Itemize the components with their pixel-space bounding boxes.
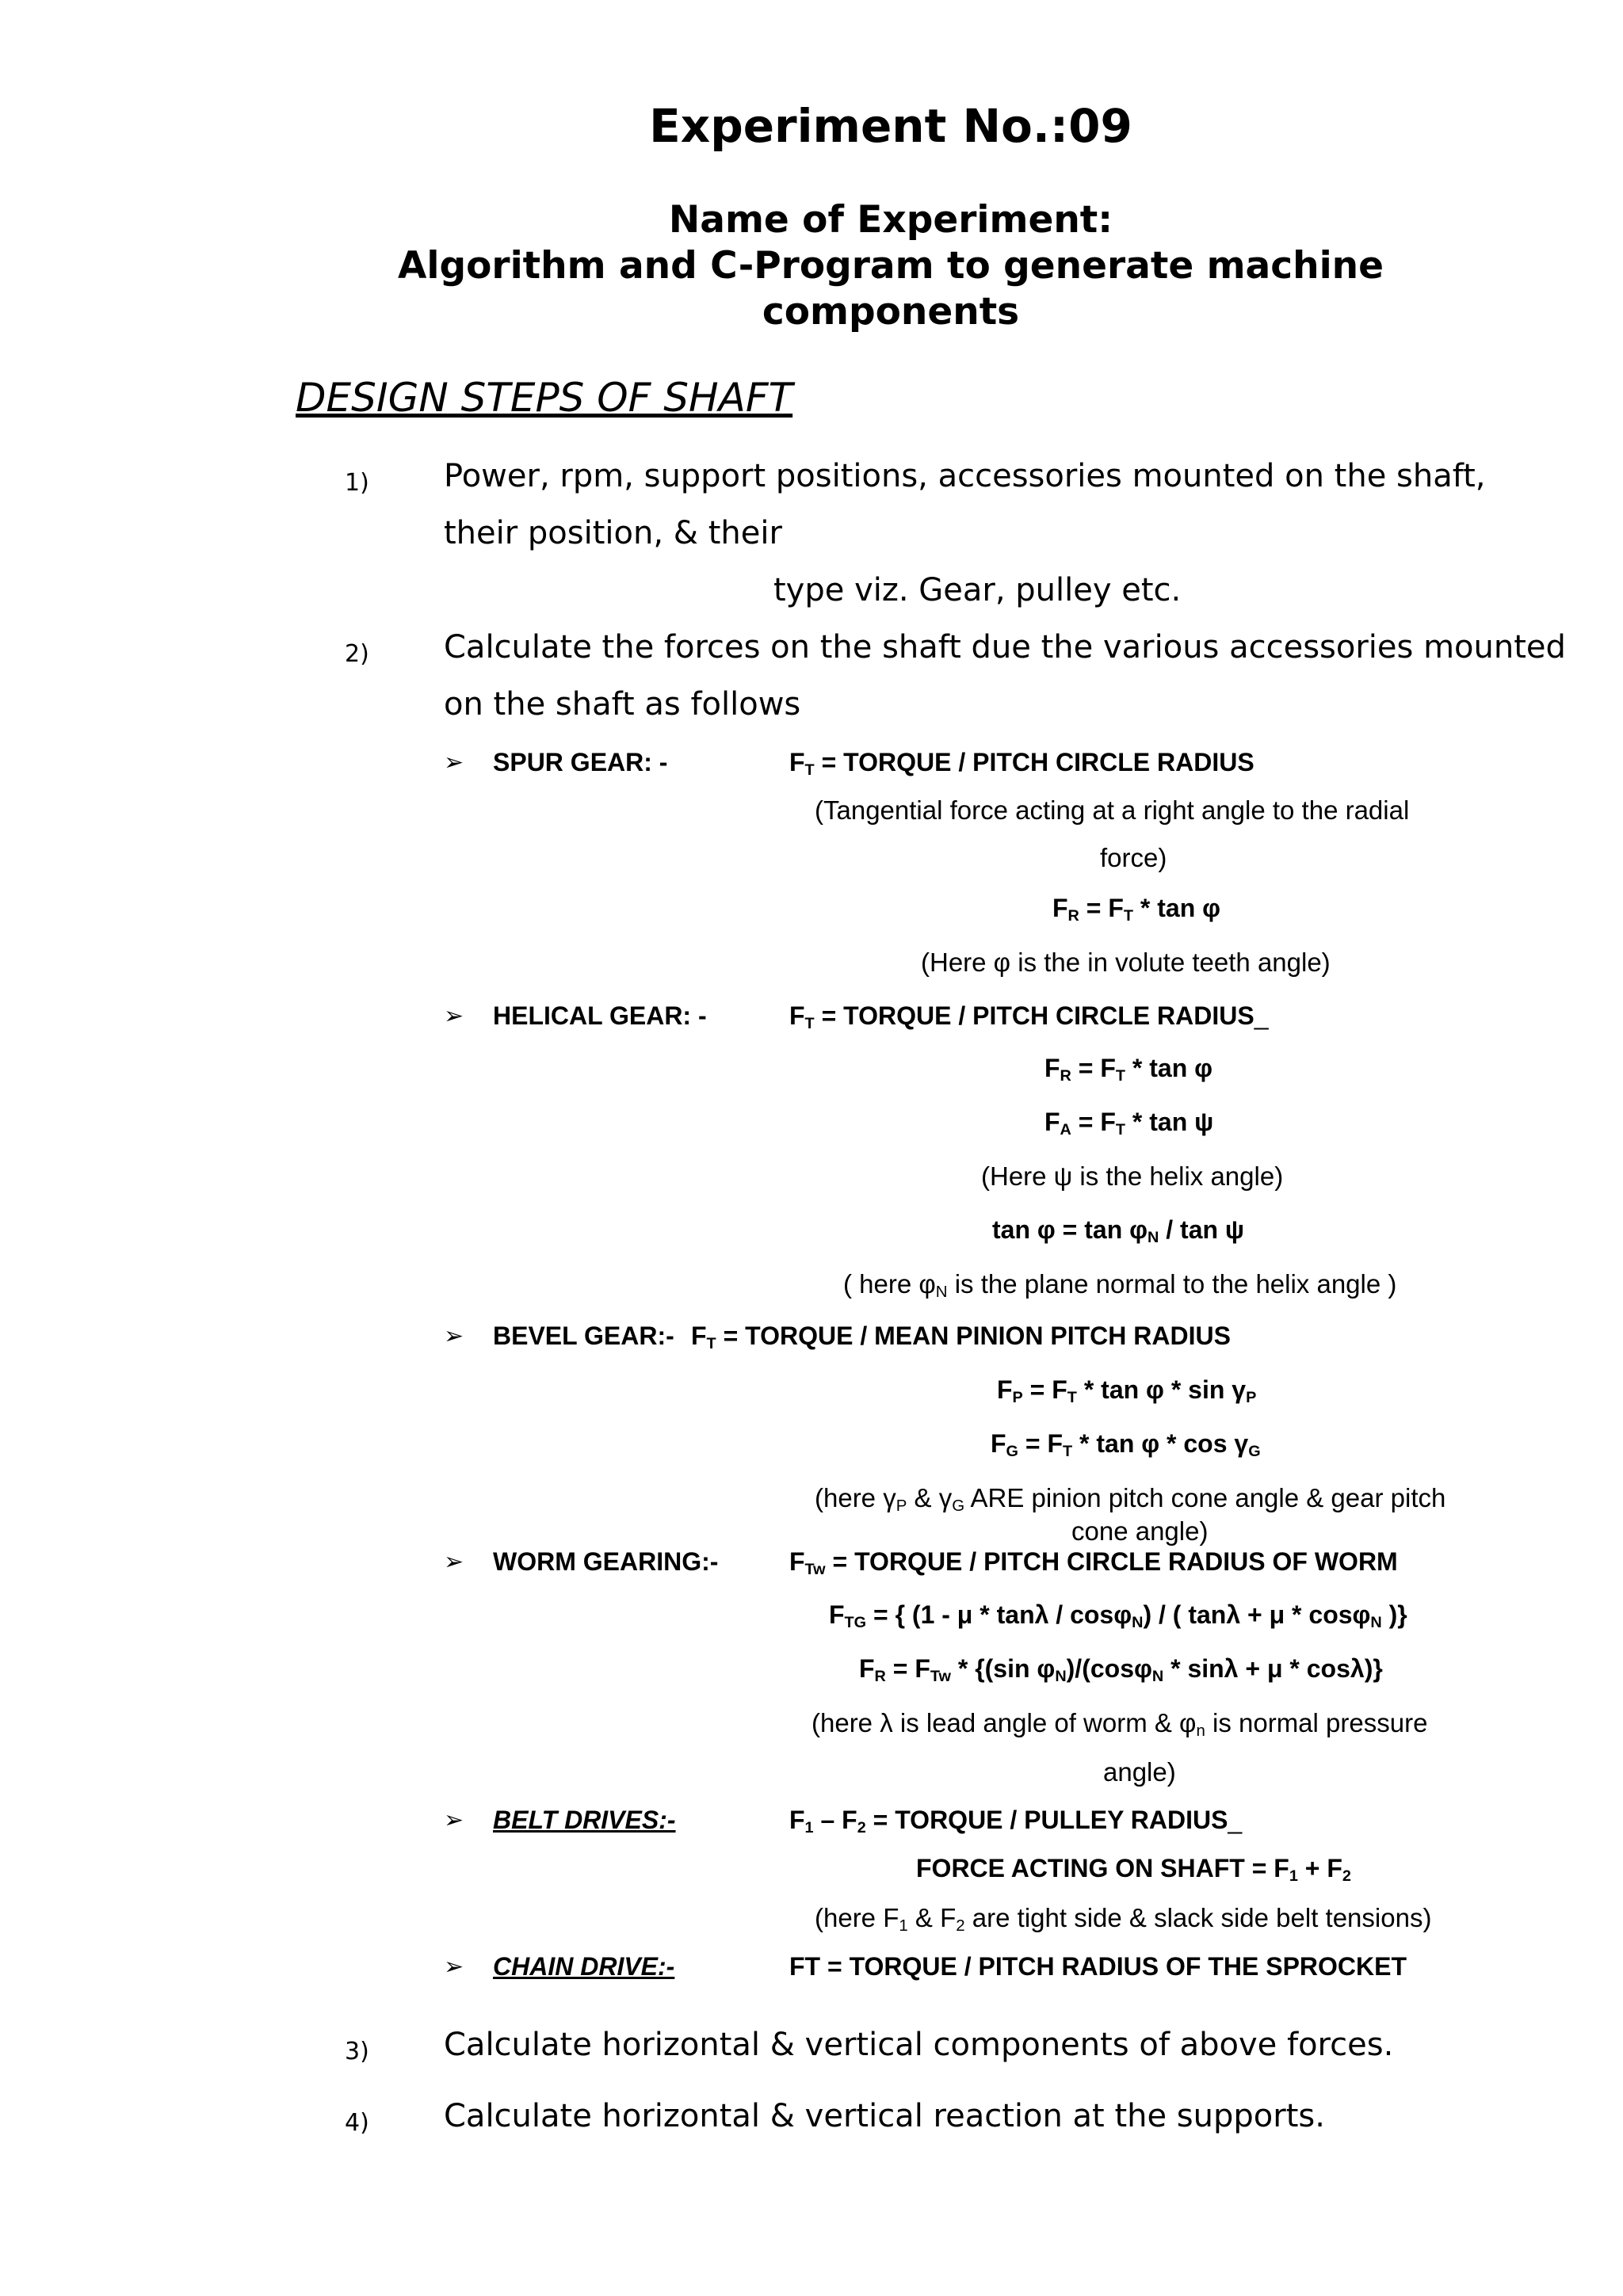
bevel-gear-label: BEVEL GEAR:- — [493, 1322, 674, 1350]
step-number: 2) — [345, 640, 369, 668]
helical-formula-3: $F_A = F_T * \tan \psi$ — [1044, 1108, 1214, 1138]
belt-note: (here $F_1$ & $F_2$ are tight side & slack side belt tensions) — [815, 1903, 1432, 1936]
subtitle-line-2: Algorithm and C-Program to generate machine — [397, 244, 1384, 288]
subtitle-line-3: components — [762, 290, 1020, 334]
step-number: 4) — [345, 2109, 369, 2137]
bevel-formula-3: $F_G = F_T * \tan \varphi * \cos \gamma_G$ — [991, 1429, 1261, 1460]
worm-note-2: angle) — [1103, 1757, 1176, 1787]
chain-drive-label: CHAIN DRIVE:- — [493, 1952, 675, 1981]
bullet-arrow-icon: ➢ — [444, 1002, 464, 1030]
belt-formula-1: $F_1 - F_2$ = TORQUE / PULLEY RADIUS_ — [789, 1806, 1243, 1836]
spur-note-1: (Tangential force acting at a right angle to the radial — [815, 795, 1410, 825]
worm-note-1: (here λ is lead angle of worm & $\varphi_n$ is normal pressure — [812, 1708, 1428, 1741]
bevel-formula-2: $F_P = F_T * \tan \varphi * \sin \gamma_P$ — [997, 1375, 1257, 1406]
step-text: Calculate horizontal & vertical components of above forces. — [444, 2027, 1394, 2063]
bevel-formula-1: $F_T$ = TORQUE / MEAN PINION PITCH RADIUS — [691, 1322, 1231, 1352]
helical-note-1: (Here ψ is the helix angle) — [981, 1161, 1284, 1191]
worm-formula-3: $F_R = F_{Tw} * \{(\sin$ $\varphi_N)/(\cos\varphi_N * \sin\lambda + \mu * \cos\lambda)$} — [859, 1654, 1383, 1685]
helical-note-2: ( here $\varphi_N$ is the plane normal to the helix angle ) — [843, 1269, 1397, 1302]
spur-note-2: (Here φ is the in volute teeth angle) — [921, 948, 1331, 977]
helical-gear-label: HELICAL GEAR: - — [493, 1001, 707, 1030]
helical-formula-2: $F_R = F_T * \tan \varphi$ — [1044, 1054, 1213, 1085]
belt-drives-label: BELT DRIVES:- — [493, 1806, 676, 1834]
bevel-note-2: cone angle) — [1071, 1516, 1209, 1546]
step-number: 1) — [345, 469, 369, 497]
belt-formula-2: FORCE ACTING ON SHAFT = $F_1 + F_2$ — [916, 1854, 1351, 1885]
chain-formula-1: FT = TORQUE / PITCH RADIUS OF THE SPROCKET — [789, 1952, 1407, 1981]
bullet-arrow-icon: ➢ — [444, 1953, 464, 1981]
bullet-arrow-icon: ➢ — [444, 1806, 464, 1834]
step-text: Calculate the forces on the shaft due the various accessories mounted — [444, 629, 1566, 666]
page-title: Experiment No.:09 — [649, 99, 1132, 153]
bevel-note-1: (here $\gamma_P$ & $\gamma_G$ ARE pinion pitch cone angle & gear pitch — [815, 1483, 1446, 1516]
bullet-arrow-icon: ➢ — [444, 1548, 464, 1576]
step-text: Power, rpm, support positions, accessories mounted on the shaft, — [444, 458, 1486, 494]
spur-note-1b: force) — [1100, 843, 1167, 872]
worm-formula-1: $F_{Tw}$ = TORQUE / PITCH CIRCLE RADIUS OF WORM — [789, 1547, 1398, 1578]
section-heading: DESIGN STEPS OF SHAFT — [296, 375, 793, 421]
bullet-arrow-icon: ➢ — [444, 749, 464, 776]
step-text: Calculate horizontal & vertical reaction at the supports. — [444, 2098, 1325, 2134]
spur-formula-1: $F_T$ = TORQUE / PITCH CIRCLE RADIUS — [789, 748, 1254, 779]
step-text: on the shaft as follows — [444, 686, 801, 723]
step-number: 3) — [345, 2038, 369, 2065]
worm-formula-2: $F_{TG}$ = { (1 - μ * tanλ / cosφ$_N$) / ( tanλ + μ * cosφ$_N$ )} — [829, 1600, 1407, 1631]
subtitle-line-1: Name of Experiment: — [668, 198, 1113, 242]
bullet-arrow-icon: ➢ — [444, 1322, 464, 1350]
helical-formula-1: $F_T$ = TORQUE / PITCH CIRCLE RADIUS_ — [789, 1001, 1269, 1032]
spur-formula-2: $F_R = F_T * \tan \varphi$ — [1052, 894, 1221, 925]
spur-gear-label: SPUR GEAR: - — [493, 748, 668, 776]
step-text: type viz. Gear, pulley etc. — [773, 572, 1182, 608]
step-text: their position, & their — [444, 515, 782, 551]
helical-formula-4: $\tan \varphi = \tan \varphi_N / \tan \psi$ — [992, 1215, 1245, 1246]
worm-gearing-label: WORM GEARING:- — [493, 1547, 719, 1576]
